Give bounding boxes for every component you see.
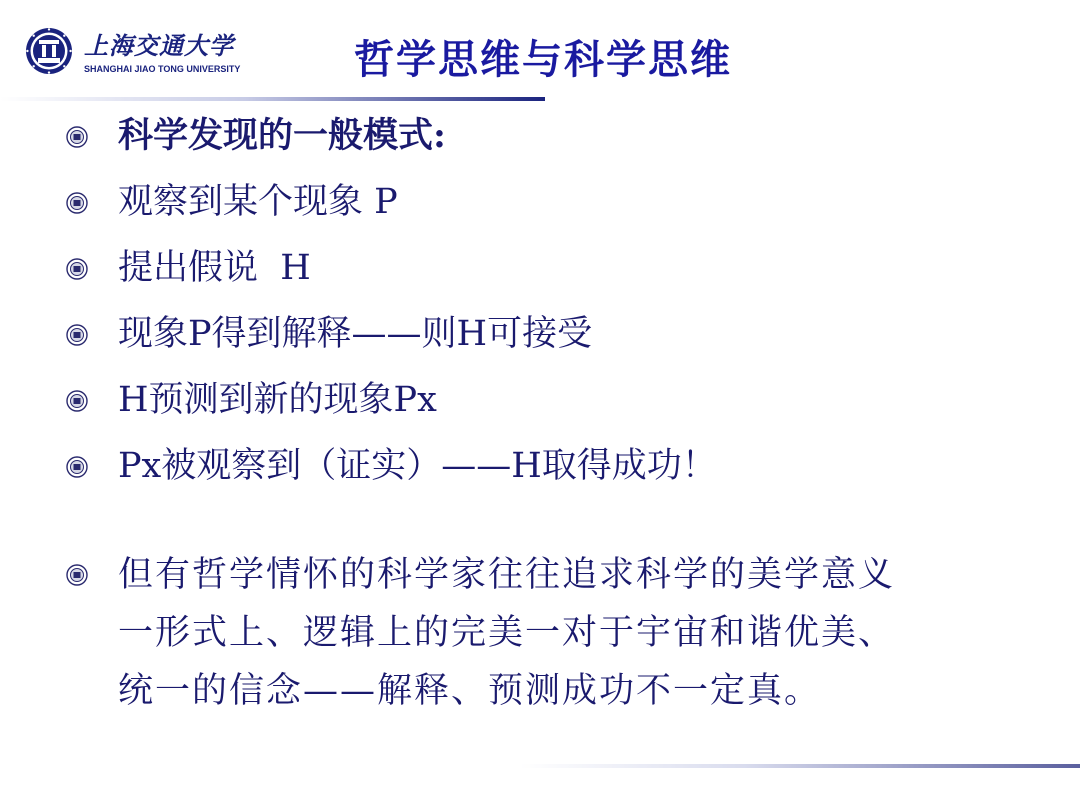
- bullet-item: [66, 378, 1046, 444]
- paragraph-line: 一形式上、逻辑上的完美一对于宇宙和谐优美、: [118, 613, 896, 653]
- seal-bullet-icon: [66, 258, 88, 280]
- university-logo: [24, 26, 264, 82]
- bullet-item: [66, 246, 1046, 312]
- bullet-item: [66, 180, 1046, 246]
- seal-bullet-icon: [66, 390, 88, 412]
- paragraph-line: 统一的信念——解释、预测成功不一定真。: [118, 671, 822, 711]
- bullet-item: [66, 444, 1046, 510]
- paragraph-line: 但有哲学情怀的科学家往往追求科学的美学意义: [118, 555, 896, 595]
- bullet-list: [66, 114, 1046, 720]
- bullet-text: Px被观察到（证实）——H取得成功！: [118, 446, 717, 486]
- slide-header: [0, 0, 1080, 104]
- logo-chinese-name: 上海交通大学: [84, 31, 234, 60]
- seal-bullet-icon: [66, 192, 88, 214]
- university-seal-icon: [24, 26, 74, 76]
- seal-bullet-icon: [66, 564, 88, 586]
- seal-bullet-icon: [66, 324, 88, 346]
- slide-title: 哲学思维与科学思维: [354, 36, 732, 83]
- bullet-text: 提出假说 H: [118, 248, 311, 288]
- seal-bullet-icon: [66, 126, 88, 148]
- bullet-text: 科学发现的一般模式:: [118, 115, 446, 156]
- bullet-text: H预测到新的现象Px: [118, 380, 437, 420]
- title-underline: [0, 97, 545, 101]
- seal-bullet-icon: [66, 456, 88, 478]
- logo-english-name: SHANGHAI JIAO TONG UNIVERSITY: [84, 64, 241, 74]
- bullet-text: 观察到某个现象 P: [118, 182, 398, 222]
- footer-rule: [520, 764, 1080, 768]
- paragraph-bullet: [66, 546, 1046, 720]
- bullet-item: [66, 114, 1046, 180]
- bullet-text: 现象P得到解释——则H可接受: [118, 314, 593, 354]
- bullet-item: [66, 312, 1046, 378]
